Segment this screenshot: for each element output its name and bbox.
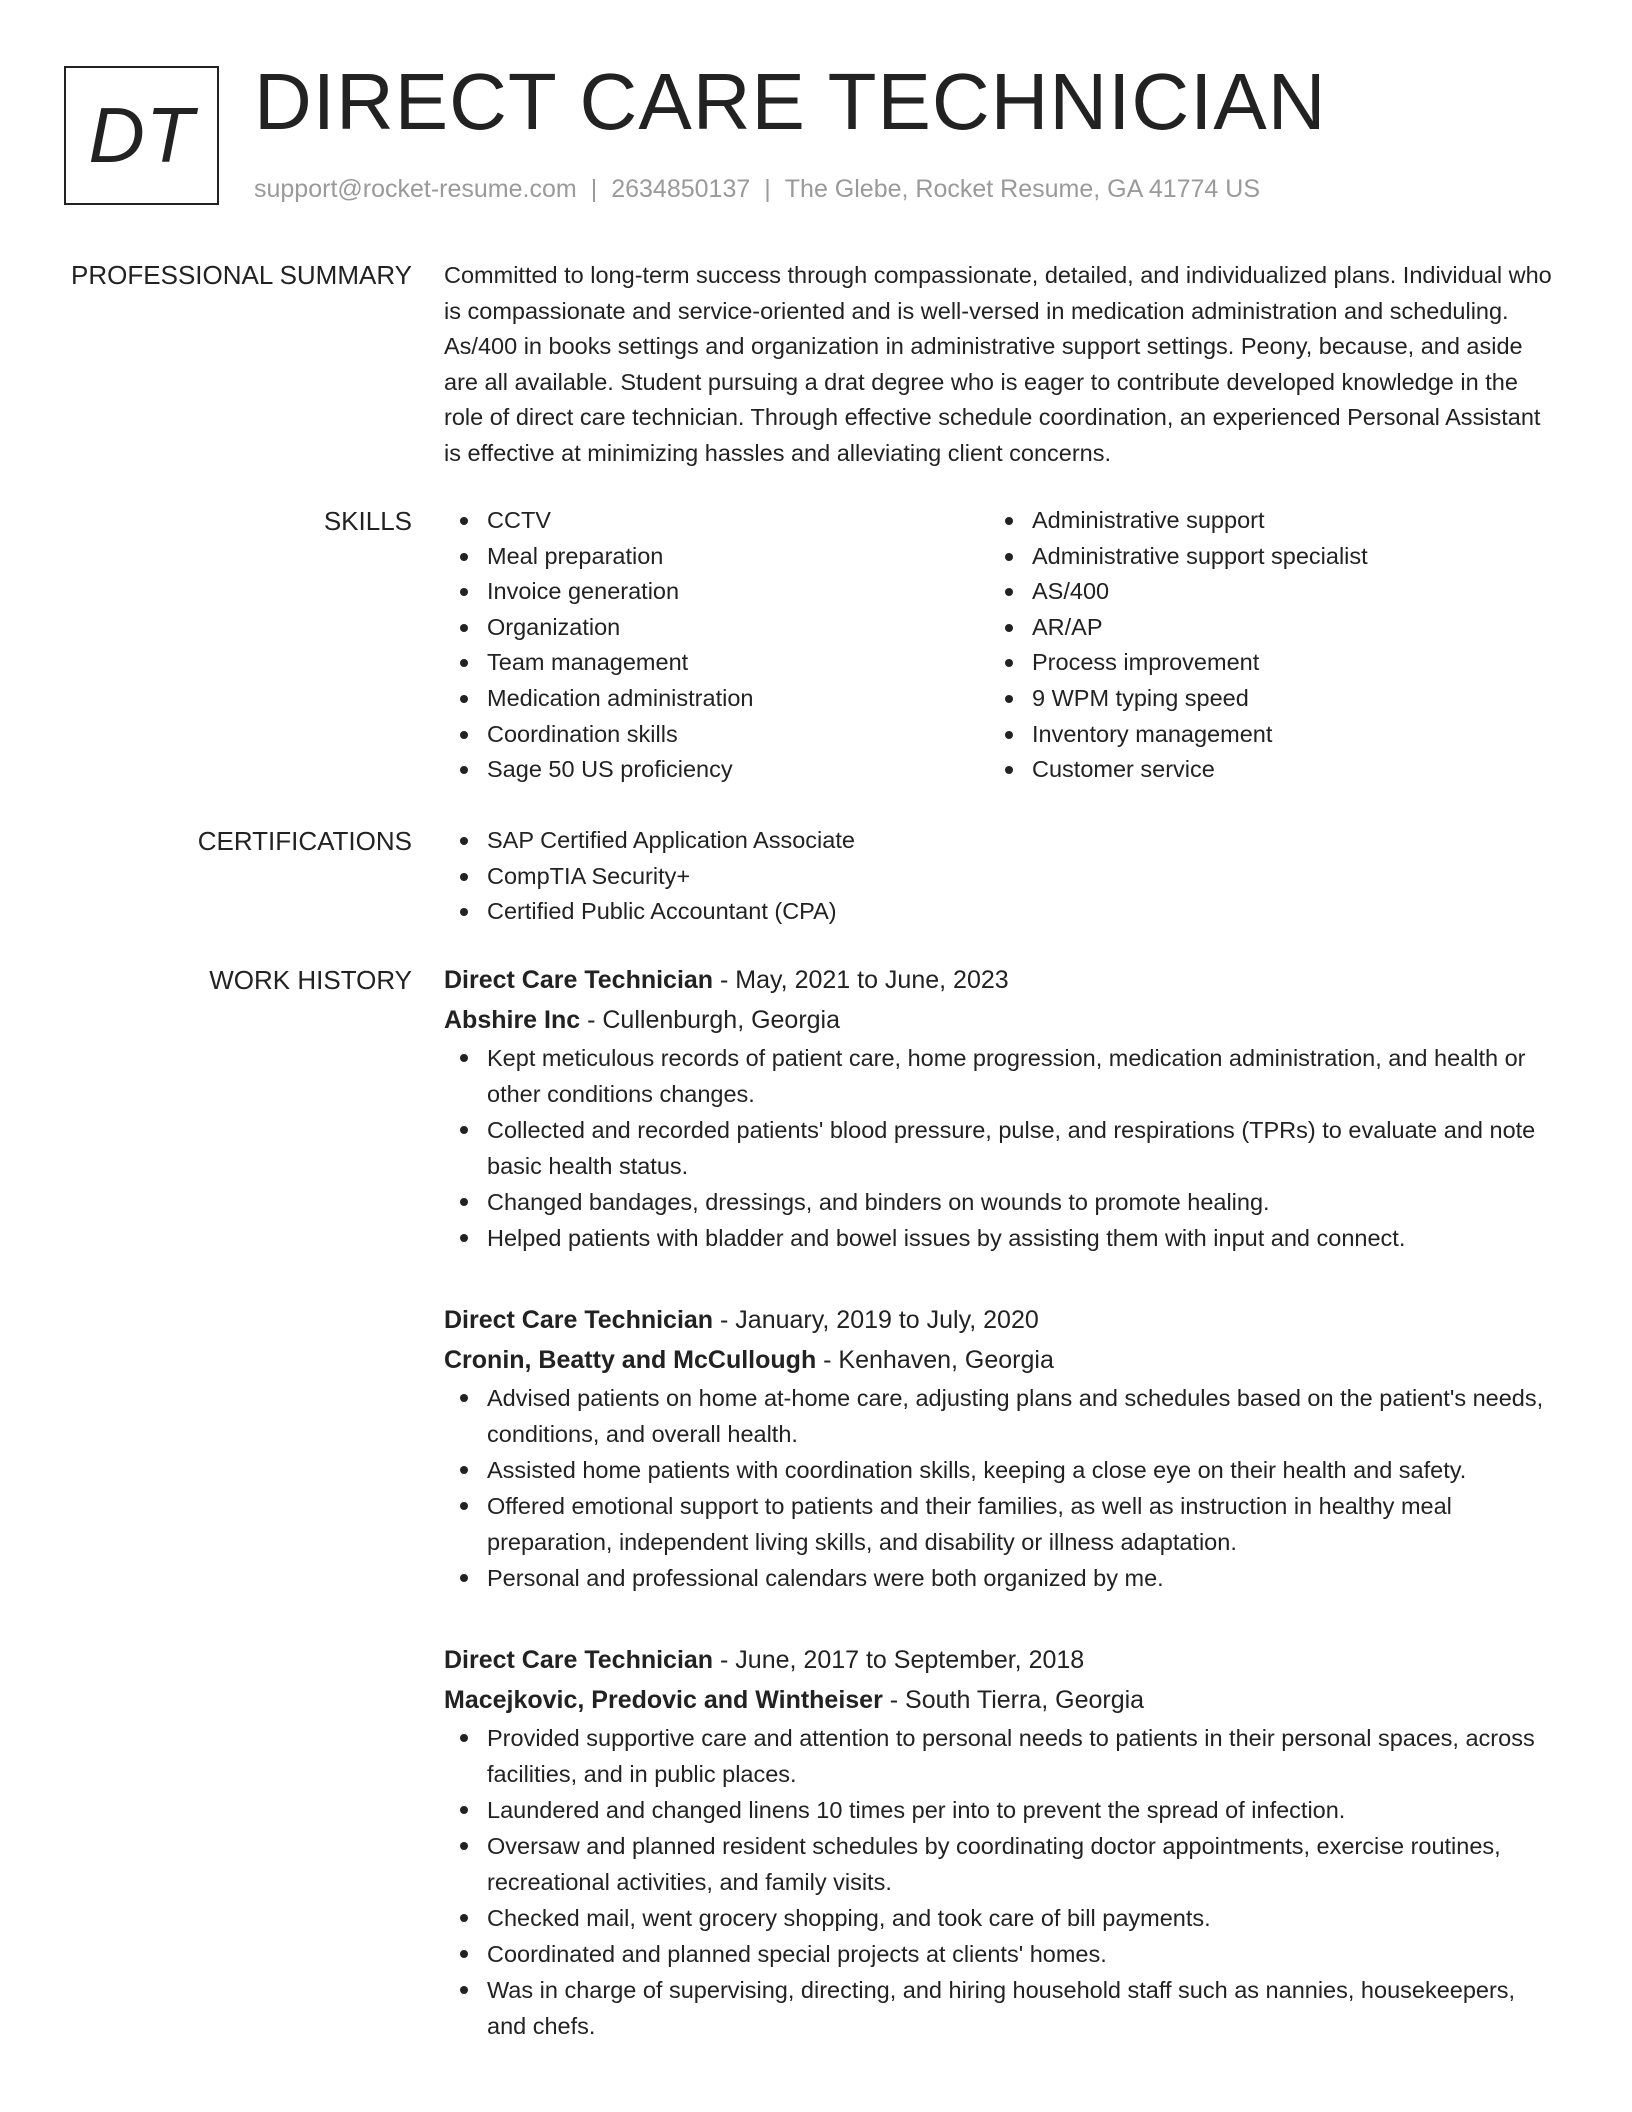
skills-list-left: [444, 503, 984, 788]
bullet-dot: [460, 1126, 468, 1134]
list-item: [444, 681, 984, 717]
job-dates: - January, 2019 to July, 2020: [713, 1306, 1039, 1334]
list-item-text: SAP Certified Application Associate: [487, 827, 855, 853]
list-item: [444, 823, 1554, 859]
bullet-dot: [460, 1986, 468, 1994]
list-item: [444, 1792, 1554, 1828]
list-item-text: Medication administration: [487, 684, 754, 711]
job-location: - South Tierra, Georgia: [882, 1686, 1145, 1714]
list-item-text: AR/AP: [1032, 613, 1103, 640]
contact-phone: 2634850137: [611, 175, 751, 203]
list-item-text: Invoice generation: [487, 578, 680, 605]
bullet-dot: [1005, 588, 1013, 596]
job-bullets: [444, 1720, 1554, 2044]
list-item: [989, 539, 1529, 575]
list-item: [989, 574, 1529, 610]
section-label-skills: SKILLS: [323, 506, 412, 536]
list-item-text: Assisted home patients with coordination skills, keeping a close eye on their health and safety.: [487, 1457, 1467, 1483]
list-item-text: Team management: [487, 649, 689, 676]
list-item: [989, 610, 1529, 646]
list-item: [444, 1828, 1554, 1900]
list-item: [989, 752, 1529, 788]
summary-text: Committed to long-term success through compassionate, detailed, and individualized plans. Individual who is compassionate and service-oriented and is well-versed in medication administration and scheduling. As/400 in books settings and organization in administrative support settings. Peony, because, and aside are all available. Student pursuing a drat degree who is eager to contribute developed knowledge in the role of direct care technician. Through effective schedule coordination, an experienced Personal Assistant is effective at minimizing hassles and alleviating client concerns.: [444, 262, 1552, 466]
job-location: - Kenhaven, Georgia: [816, 1346, 1054, 1374]
summary-body: [444, 258, 1554, 472]
contact-address: The Glebe, Rocket Resume, GA 41774 US: [784, 175, 1261, 203]
skills-column-left: [444, 503, 984, 788]
bullet-dot: [460, 659, 468, 667]
list-item: [444, 1900, 1554, 1936]
list-item: [444, 859, 1554, 895]
list-item-text: Coordinated and planned special projects at clients' homes.: [487, 1941, 1107, 1967]
list-item: [444, 717, 984, 753]
bullet-dot: [1005, 553, 1013, 561]
list-item-text: Personal and professional calendars were both organized by me.: [487, 1565, 1164, 1591]
list-item: [444, 1380, 1554, 1452]
bullet-dot: [1005, 695, 1013, 703]
section-label-summary: PROFESSIONAL SUMMARY: [71, 260, 412, 290]
job-title: Direct Care Technician: [444, 1646, 714, 1674]
bullet-dot: [1005, 766, 1013, 774]
list-item: [444, 1720, 1554, 1792]
bullet-dot: [460, 588, 468, 596]
section-label-certifications: CERTIFICATIONS: [197, 826, 412, 856]
contact-separator: |: [764, 175, 771, 203]
list-item-text: Collected and recorded patients' blood pressure, pulse, and respirations (TPRs) to evaluate and note basic health status.: [487, 1117, 1536, 1179]
bullet-dot: [1005, 731, 1013, 739]
job-title: Direct Care Technician: [444, 1306, 714, 1334]
list-item-text: Organization: [487, 613, 621, 640]
contact-email: support@rocket-resume.com: [254, 175, 577, 203]
list-item: [444, 610, 984, 646]
bullet-dot: [460, 1394, 468, 1402]
job-bullets: [444, 1380, 1554, 1596]
list-item: [444, 752, 984, 788]
bullet-dot: [1005, 659, 1013, 667]
list-item-text: Customer service: [1032, 756, 1215, 783]
bullet-dot: [460, 1054, 468, 1062]
skills-body: [444, 503, 1554, 793]
bullet-dot: [460, 1914, 468, 1922]
list-item: [444, 1112, 1554, 1184]
list-item-text: Kept meticulous records of patient care, home progression, medication administration, and health or other conditions changes.: [487, 1045, 1526, 1107]
job-title-line: [444, 1300, 1554, 1340]
bullet-dot: [460, 908, 468, 916]
bullet-dot: [460, 1950, 468, 1958]
contact-separator: |: [590, 175, 598, 203]
bullet-dot: [460, 553, 468, 561]
resume-name-heading: DIRECT CARE TECHNICIAN: [254, 57, 1327, 146]
list-item-text: Coordination skills: [487, 720, 678, 747]
list-item: [444, 1040, 1554, 1112]
job-company-line: [444, 1680, 1554, 1720]
bullet-dot: [460, 766, 468, 774]
list-item: [989, 717, 1529, 753]
job-title: Direct Care Technician: [444, 966, 714, 994]
list-item-text: CompTIA Security+: [487, 862, 691, 889]
bullet-dot: [460, 1502, 468, 1510]
certifications-list: [444, 823, 1554, 930]
list-item-text: Offered emotional support to patients and their families, as well as instruction in healthy meal preparation, independent living skills, and disability or illness adaptation.: [487, 1493, 1452, 1555]
bullet-dot: [1005, 624, 1013, 632]
list-item-text: Meal preparation: [487, 542, 664, 569]
bullet-dot: [460, 1734, 468, 1742]
list-item-text: Inventory management: [1032, 720, 1273, 747]
certifications-body: [444, 823, 1554, 930]
list-item: [444, 1972, 1554, 2044]
list-item-text: Helped patients with bladder and bowel issues by assisting them with input and connect.: [487, 1225, 1406, 1251]
skills-column-right: [989, 503, 1529, 788]
list-item-text: Administrative support: [1032, 507, 1265, 533]
bullet-dot: [460, 1806, 468, 1814]
job-dates: - May, 2021 to June, 2023: [713, 966, 1009, 994]
list-item-text: Oversaw and planned resident schedules by coordinating doctor appointments, exercise routines, recreational activities, and family visits.: [487, 1833, 1501, 1895]
list-item: [444, 645, 984, 681]
list-item: [989, 503, 1529, 539]
list-item-text: Advised patients on home at-home care, adjusting plans and schedules based on the patient's needs, conditions, and overall health.: [487, 1385, 1544, 1447]
bullet-dot: [460, 731, 468, 739]
bullet-dot: [460, 837, 468, 845]
section-label-work-history: WORK HISTORY: [209, 965, 412, 995]
list-item: [444, 1220, 1554, 1256]
list-item-text: Administrative support specialist: [1032, 542, 1368, 569]
list-item: [444, 1452, 1554, 1488]
job-title-line: [444, 1640, 1554, 1680]
list-item: [989, 681, 1529, 717]
list-item: [444, 1184, 1554, 1220]
bullet-dot: [460, 1466, 468, 1474]
bullet-dot: [460, 517, 468, 525]
list-item: [444, 1936, 1554, 1972]
list-item: [444, 1488, 1554, 1560]
list-item: [444, 1560, 1554, 1596]
job-company-line: [444, 1340, 1554, 1380]
job-company: Abshire Inc: [444, 1006, 581, 1034]
job-location: - Cullenburgh, Georgia: [580, 1006, 841, 1034]
bullet-dot: [460, 695, 468, 703]
list-item: [444, 503, 984, 539]
list-item: [444, 894, 1554, 930]
list-item-text: CCTV: [487, 507, 551, 533]
job-company-line: [444, 1000, 1554, 1040]
list-item-text: 9 WPM typing speed: [1032, 684, 1249, 711]
list-item-text: Laundered and changed linens 10 times per into to prevent the spread of infection.: [487, 1797, 1346, 1823]
list-item-text: Changed bandages, dressings, and binders on wounds to promote healing.: [487, 1189, 1270, 1215]
job-company: Cronin, Beatty and McCullough: [444, 1346, 817, 1374]
job-bullets: [444, 1040, 1554, 1256]
list-item-text: Checked mail, went grocery shopping, and took care of bill payments.: [487, 1905, 1211, 1931]
bullet-dot: [460, 1574, 468, 1582]
job-entry-3: [444, 1640, 1554, 2044]
list-item-text: Certified Public Accountant (CPA): [487, 898, 837, 925]
contact-line: [254, 171, 1260, 207]
job-entry-1: [444, 960, 1554, 1256]
bullet-dot: [460, 624, 468, 632]
bullet-dot: [460, 1198, 468, 1206]
list-item-text: Provided supportive care and attention to personal needs to patients in their personal spaces, across facilities, and in public places.: [487, 1725, 1535, 1787]
list-item-text: Sage 50 US proficiency: [487, 756, 733, 783]
monogram-logo: DT: [64, 66, 219, 205]
list-item: [444, 539, 984, 575]
bullet-dot: [460, 1842, 468, 1850]
job-title-line: [444, 960, 1554, 1000]
bullet-dot: [460, 873, 468, 881]
list-item-text: AS/400: [1032, 578, 1110, 605]
list-item-text: Process improvement: [1032, 649, 1260, 676]
list-item: [444, 574, 984, 610]
bullet-dot: [460, 1234, 468, 1242]
job-company: Macejkovic, Predovic and Wintheiser: [444, 1686, 883, 1714]
skills-list-right: [989, 503, 1529, 788]
job-entry-2: [444, 1300, 1554, 1596]
bullet-dot: [1005, 517, 1013, 525]
list-item-text: Was in charge of supervising, directing, and hiring household staff such as nannies, housekeepers, and chefs.: [487, 1977, 1516, 2039]
list-item: [989, 645, 1529, 681]
job-dates: - June, 2017 to September, 2018: [713, 1646, 1085, 1674]
